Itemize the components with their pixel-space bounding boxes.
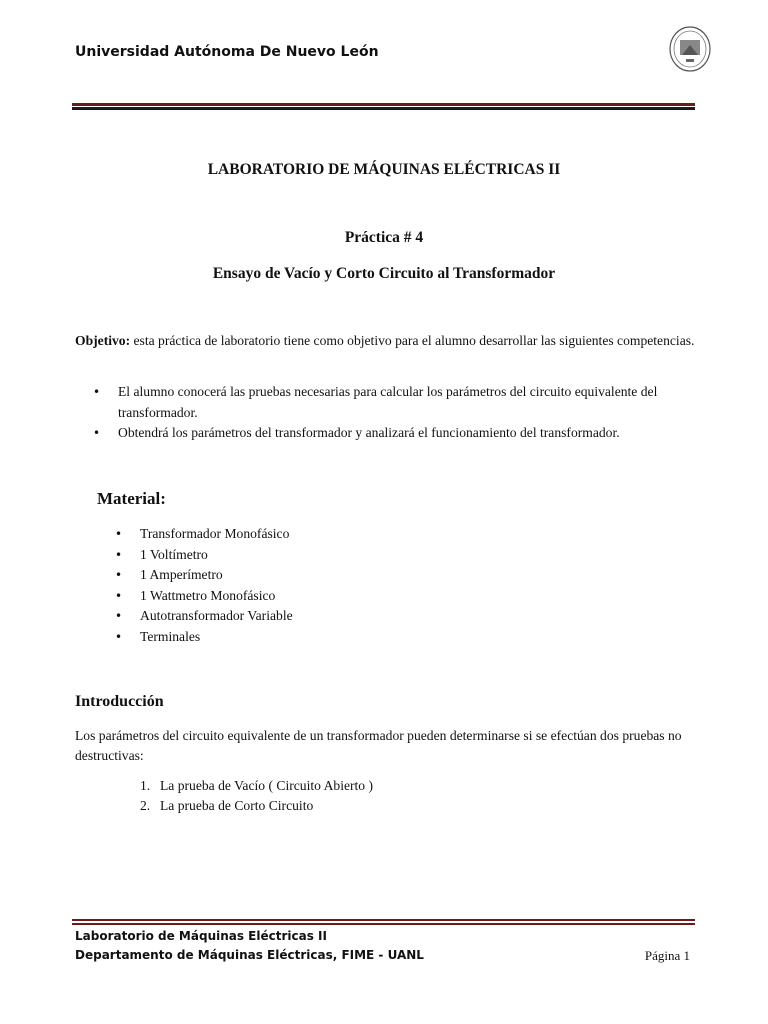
footer-lab-name: Laboratorio de Máquinas Eléctricas II xyxy=(75,929,327,943)
list-item: 2. La prueba de Corto Circuito xyxy=(140,798,314,813)
list-item: • Obtendrá los parámetros del transformador y analizará el funcionamiento del transformador. xyxy=(93,423,693,444)
university-seal-icon xyxy=(668,25,712,73)
footer-department: Departamento de Máquinas Eléctricas, FIME - UANL xyxy=(75,948,424,962)
list-item: • Terminales xyxy=(115,627,515,648)
introduction-heading: Introducción xyxy=(75,693,164,710)
list-item: • Transformador Monofásico xyxy=(115,524,515,545)
objective-label: Objetivo: xyxy=(75,333,131,348)
list-item: • 1 Amperímetro xyxy=(115,565,515,586)
list-item: • El alumno conocerá las pruebas necesarias para calcular los parámetros del circuito equivalente del transformador. xyxy=(93,382,693,423)
lab-title: LABORATORIO DE MÁQUINAS ELÉCTRICAS II xyxy=(207,161,561,178)
list-item: 1. La prueba de Vacío ( Circuito Abierto ) xyxy=(140,778,374,793)
header-rule-red xyxy=(72,103,695,106)
introduction-paragraph: Los parámetros del circuito equivalente de un transformador pueden determinarse si se efectúan dos pruebas no destructivas: xyxy=(75,728,682,763)
list-item: • 1 Wattmetro Monofásico xyxy=(115,586,515,607)
page-number: Página 1 xyxy=(644,948,690,963)
test-list xyxy=(140,776,373,816)
material-list xyxy=(115,524,515,647)
header-rule-dark xyxy=(72,107,695,110)
objective-list xyxy=(93,382,693,444)
objective-text: esta práctica de laboratorio tiene como objetivo para el alumno desarrollar las siguientes competencias. xyxy=(130,333,695,348)
list-item: • Autotransformador Variable xyxy=(115,606,515,627)
footer-rule-top xyxy=(72,919,695,921)
material-heading: Material: xyxy=(97,489,166,508)
footer-rule-bottom xyxy=(72,923,695,925)
list-item: • 1 Voltímetro xyxy=(115,545,515,566)
practice-subtitle: Ensayo de Vacío y Corto Circuito al Transformador xyxy=(212,265,556,282)
practice-number: Práctica # 4 xyxy=(344,229,424,246)
university-name: Universidad Autónoma De Nuevo León xyxy=(75,44,379,60)
objective-paragraph xyxy=(75,331,695,351)
